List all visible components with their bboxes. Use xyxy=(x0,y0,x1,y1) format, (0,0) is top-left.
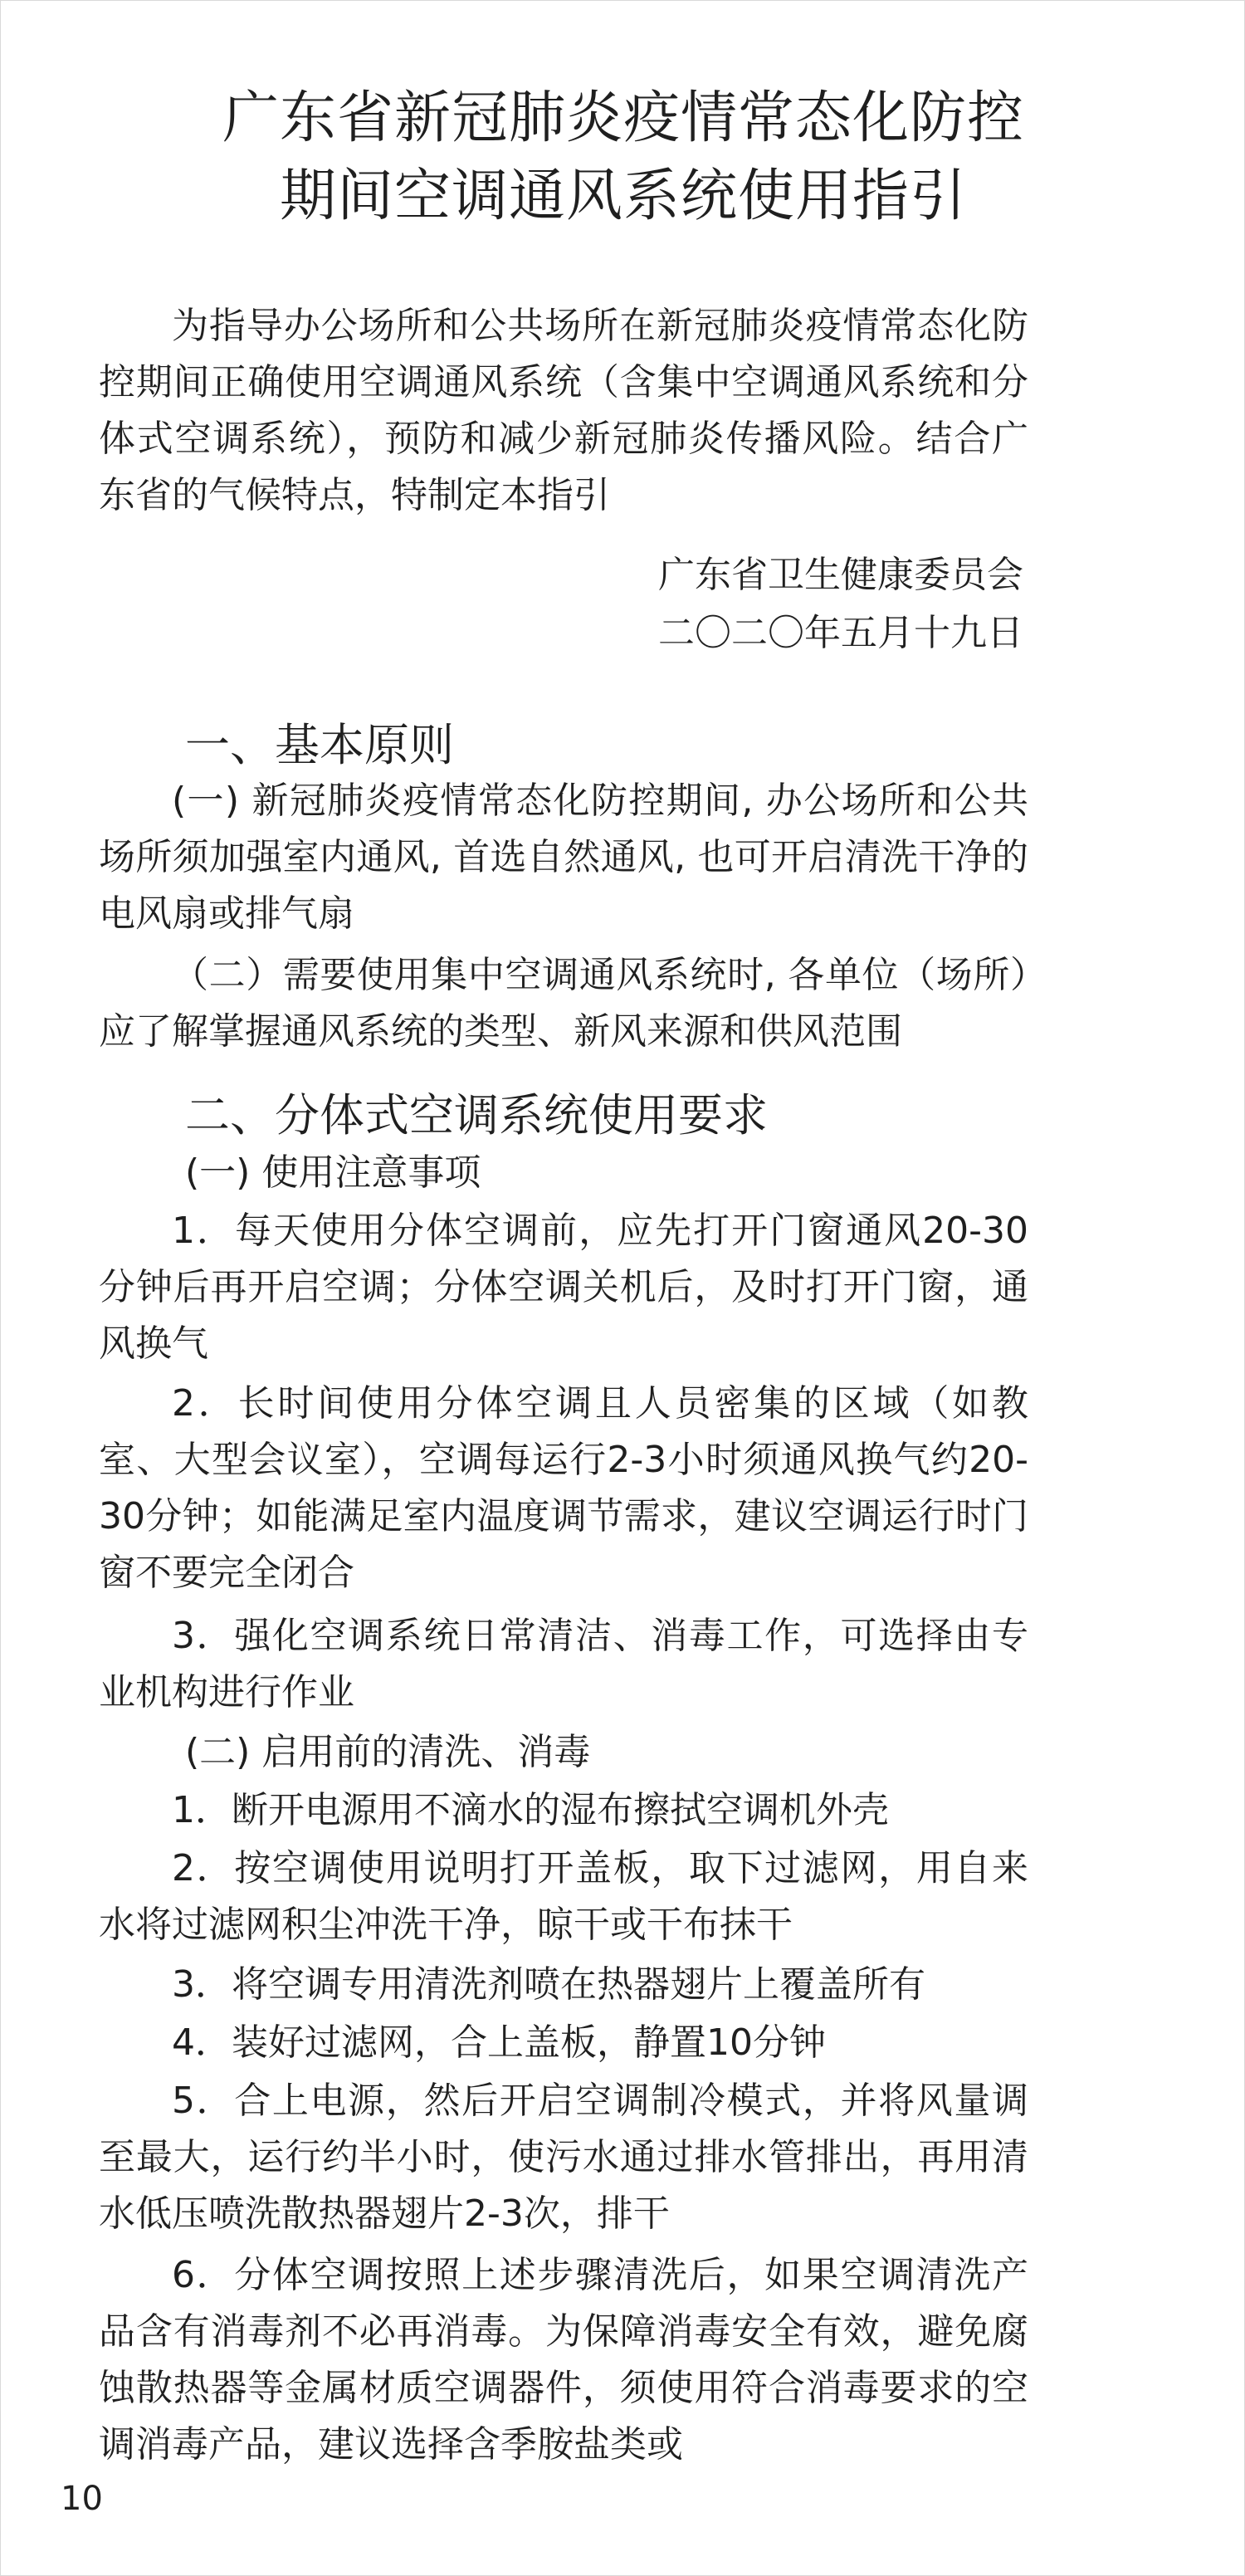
section-2-item-2-6: 6．分体空调按照上述步骤清洗后，如果空调清洗产品含有消毒剂不必再消毒。为保障消毒安全有效，避免腐蚀散热器等金属材质空调器件，须使用符合消毒要求的空调消毒产品，建议选择含季胺盐类或 xyxy=(99,2254,1028,2466)
issue-date: 二〇二〇年五月十九日 xyxy=(658,612,1023,654)
issuer: 广东省卫生健康委员会 xyxy=(658,554,1023,596)
section-2-item-2-2: 2．按空调使用说明打开盖板，取下过滤网，用自来水将过滤网积尘冲洗干净，晾干或干布抹干 xyxy=(99,1847,1028,1946)
section-2-item-2-5: 5．合上电源，然后开启空调制冷模式，并将风量调至最大，运行约半小时，使污水通过排水管排出，再用清水低压喷洗散热器翅片2-3次，排干 xyxy=(99,2080,1028,2235)
page-number: 10 xyxy=(61,2480,103,2518)
section-2-sub-heading-1: (一) 使用注意事项 xyxy=(185,1151,481,1194)
section-2-item-2-3: 3．将空调专用清洗剂喷在热器翅片上覆盖所有 xyxy=(172,1963,925,2006)
document-title-line-1: 广东省新冠肺炎疫情常态化防控 xyxy=(222,86,1024,151)
section-2-item-2-4: 4．装好过滤网，合上盖板，静置10分钟 xyxy=(172,2021,826,2064)
section-1-paragraph-2: （二）需要使用集中空调通风系统时, 各单位（场所）应了解掌握通风系统的类型、新风来源和供风范围 xyxy=(99,954,1028,1053)
section-1-paragraph-1: (一) 新冠肺炎疫情常态化防控期间, 办公场所和公共场所须加强室内通风, 首选自然通风, 也可开启清洗干净的电风扇或排气扇 xyxy=(99,780,1028,935)
section-1-heading: 一、基本原则 xyxy=(185,719,454,771)
section-2-sub-heading-2: (二) 启用前的清洗、消毒 xyxy=(185,1731,591,1773)
section-2-item-2-1: 1．断开电源用不滴水的湿布擦拭空调机外壳 xyxy=(172,1789,889,1831)
section-2-item-1-2: 2．长时间使用分体空调且人员密集的区域（如教室、大型会议室），空调每运行2-3小时须通风换气约20-30分钟；如能满足室内温度调节需求，建议空调运行时门窗不要完全闭合 xyxy=(99,1382,1028,1594)
section-2-item-1-3: 3．强化空调系统日常清洁、消毒工作，可选择由专业机构进行作业 xyxy=(99,1615,1028,1713)
intro-paragraph: 为指导办公场所和公共场所在新冠肺炎疫情常态化防控期间正确使用空调通风系统（含集中空调通风系统和分体式空调系统），预防和减少新冠肺炎传播风险。结合广东省的气候特点，特制定本指引 xyxy=(99,305,1028,516)
section-2-heading: 二、分体式空调系统使用要求 xyxy=(185,1089,768,1141)
document-title-line-2: 期间空调通风系统使用指引 xyxy=(279,164,967,229)
section-2-item-1-1: 1．每天使用分体空调前，应先打开门窗通风20-30分钟后再开启空调；分体空调关机后，及时打开门窗，通风换气 xyxy=(99,1210,1028,1365)
